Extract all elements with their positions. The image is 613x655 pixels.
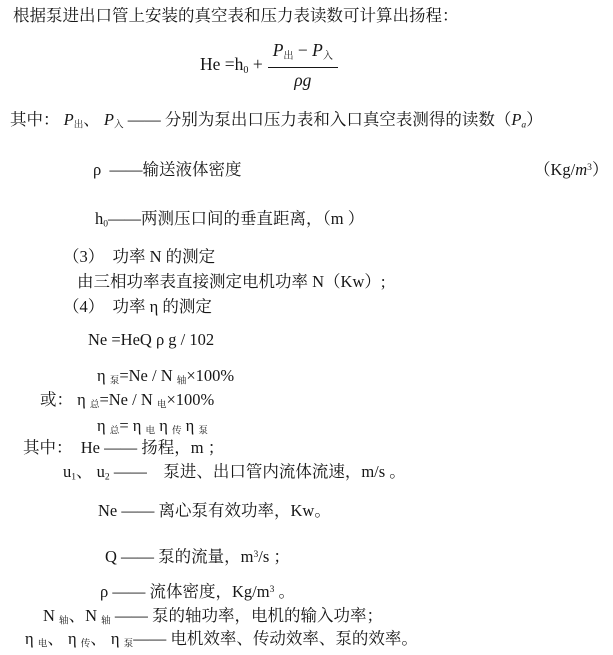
rho-density-definition: ρ —— 流体密度，$Kg/m^3$ 。: [100, 582, 295, 601]
eta-efficiency-definitions: η $_电$、 η $_传$、 η $_泵$—— 电机效率、传动效率、泵的效率。: [25, 629, 418, 650]
eta-pump-formula: η $_泵$=Ne / N $_轴$×100%: [97, 366, 235, 387]
ne-formula: Ne =HeQ ρ g / 102: [88, 330, 215, 349]
rho-unit: $(Kg/m^3)$: [534, 160, 609, 179]
eta-total-product-formula: η $_总$= η $_电$ η $_传$ η $_泵$: [97, 416, 208, 437]
item-3-heading: （3） 功率 N 的测定: [63, 247, 216, 266]
where-clause-pressure-readings: 其中： $P_出$、 $P_入$ —— 分别为泵出口压力表和入口真空表测得的读数（Pa）: [10, 110, 543, 131]
where-clause-he: 其中： He —— 扬程，m ；: [23, 438, 225, 457]
head-formula: [200, 40, 338, 91]
n-shaft-power-definition: N $_轴$、N $_轴$ —— 泵的轴功率，电机的输入功率；: [43, 606, 383, 627]
head-formula-lhs: $He =h_0$ +: [200, 53, 263, 76]
item-4-heading: （4） 功率 η 的测定: [63, 297, 212, 316]
q-flow-definition: Q —— 泵的流量，$m^3/s$ ；: [105, 547, 290, 566]
head-formula-numerator: $P_出 - P_入$: [268, 40, 338, 68]
ne-definition: Ne —— 离心泵有效功率，Kw。: [98, 501, 331, 520]
eta-total-formula-or: 或： η $_总$=Ne / N $_电$×100%: [40, 390, 215, 411]
u-velocity-definition: $u_1$、 $u_2$ —— 泵进、出口管内流体流速，m/s 。: [63, 462, 406, 483]
item-3-body: 由三相功率表直接测定电机功率 N（Kw）;: [77, 272, 386, 291]
head-formula-denominator: ρg: [294, 69, 312, 90]
rho-definition: ρ ——输送液体密度: [93, 160, 242, 179]
head-formula-fraction: [268, 40, 338, 91]
h0-definition: $h_0——$两测压口间的垂直距离，（m ）: [95, 209, 365, 230]
intro-line: 根据泵进出口管上安装的真空表和压力表读数可计算出扬程：: [13, 6, 459, 25]
